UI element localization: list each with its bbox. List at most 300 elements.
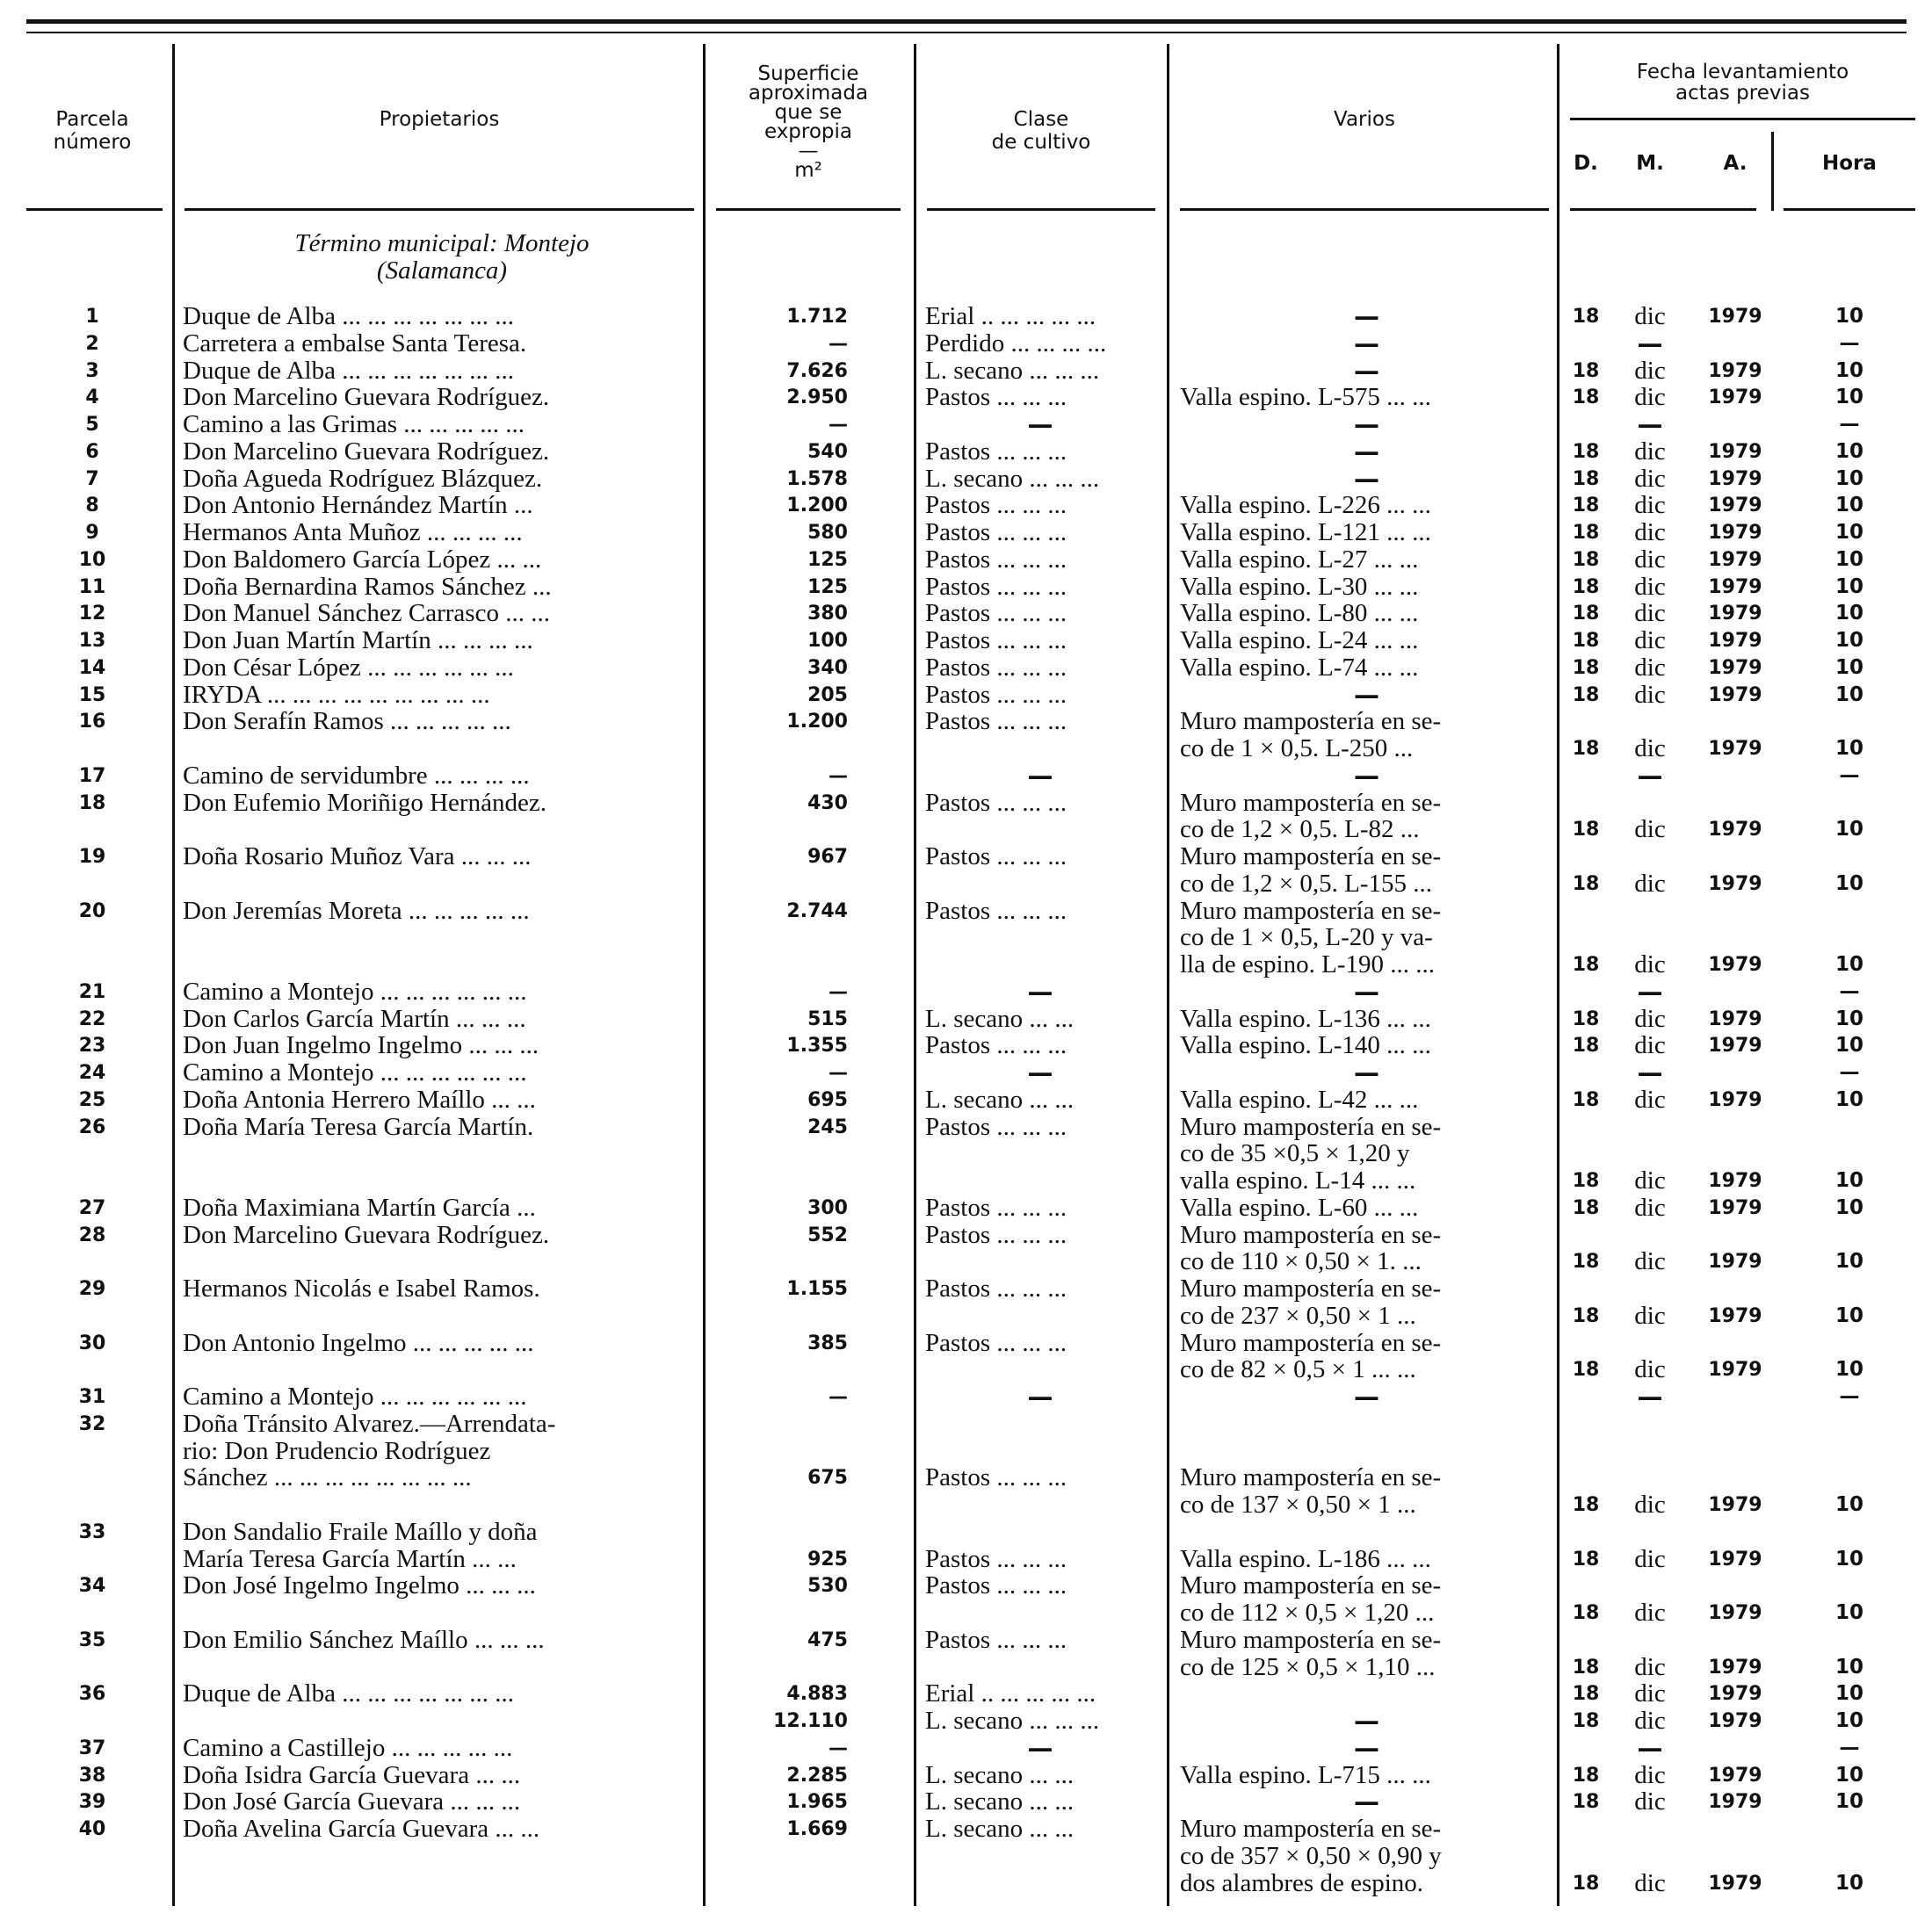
surface-area: 300 xyxy=(807,1196,848,1219)
surface-area: 475 xyxy=(807,1628,848,1651)
surface-area: 205 xyxy=(807,683,848,706)
date-day: 18 xyxy=(1572,656,1600,679)
time-hour: 10 xyxy=(1834,1195,1863,1219)
crop-class: Pastos ... ... ... xyxy=(925,1464,1067,1492)
date-day: 18 xyxy=(1572,1251,1600,1274)
date-year: 1979 xyxy=(1708,1710,1762,1732)
owner-name: Don Jeremías Moreta ... ... ... ... ... xyxy=(183,897,530,925)
table-row xyxy=(0,1383,1932,1411)
date-day: 18 xyxy=(1572,1602,1600,1624)
header-parcela: Parcela número xyxy=(53,108,132,154)
parcel-number: 33 xyxy=(78,1520,106,1543)
parcel-number: 34 xyxy=(78,1575,106,1598)
fecha-rule xyxy=(1570,118,1915,120)
date-month: dic xyxy=(1634,1679,1666,1708)
header-clase: Clase de cultivo xyxy=(991,108,1091,154)
surface-area: 1.712 xyxy=(786,306,848,328)
surface-area: 7.626 xyxy=(786,359,848,382)
surface-area: 385 xyxy=(807,1332,848,1354)
time-hour: 10 xyxy=(1834,1007,1863,1030)
misc-notes: valla espino. L-14 ... ... xyxy=(1180,1167,1416,1195)
parcel-number: 10 xyxy=(78,548,106,571)
surface-area: 580 xyxy=(807,522,848,544)
owner-name: Don Juan Ingelmo Ingelmo ... ... ... xyxy=(183,1032,539,1060)
crop-class: Pastos ... ... ... xyxy=(925,1221,1067,1249)
date-month: dic xyxy=(1634,1247,1666,1276)
date-year: 1979 xyxy=(1708,386,1762,409)
surface-area: 540 xyxy=(807,440,848,463)
date-month: — xyxy=(1637,1382,1663,1412)
table-row xyxy=(0,574,1932,601)
table-row xyxy=(0,330,1932,357)
owner-name: Don Carlos García Martín ... ... ... xyxy=(183,1005,526,1033)
date-month: dic xyxy=(1634,1599,1666,1627)
table-row xyxy=(0,466,1932,493)
crop-class: Pastos ... ... ... xyxy=(925,492,1067,520)
date-day: 18 xyxy=(1572,1656,1600,1679)
surface-area: 675 xyxy=(807,1467,848,1490)
time-hour: 10 xyxy=(1834,602,1863,625)
date-month: — xyxy=(1637,976,1663,1007)
table-row xyxy=(0,627,1932,654)
header-a: A. xyxy=(1723,152,1747,175)
table-row xyxy=(0,1303,1932,1330)
table-row xyxy=(0,1464,1932,1491)
date-month: dic xyxy=(1634,1166,1666,1195)
parcel-number: 12 xyxy=(78,603,106,625)
parcel-number: 11 xyxy=(78,575,106,598)
parcel-number: 6 xyxy=(85,440,99,463)
parcel-number: 17 xyxy=(78,764,106,787)
crop-class: L. secano ... ... xyxy=(925,1086,1075,1114)
misc-notes: — xyxy=(1354,1734,1379,1762)
header-rule-6 xyxy=(1570,208,1756,211)
crop-class: Pastos ... ... ... xyxy=(925,519,1067,546)
misc-notes: — xyxy=(1354,762,1379,790)
time-hour: — xyxy=(1839,763,1860,787)
date-day: 18 xyxy=(1572,306,1600,328)
date-year: 1979 xyxy=(1708,575,1762,598)
table-row xyxy=(0,1114,1932,1141)
time-hour: — xyxy=(1839,979,1860,1003)
parcel-number: 1 xyxy=(85,306,99,328)
date-month: dic xyxy=(1634,815,1666,844)
parcel-number: 32 xyxy=(78,1412,106,1435)
owner-name: Doña Agueda Rodríguez Blázquez. xyxy=(183,465,543,493)
table-row xyxy=(0,519,1932,546)
misc-notes: co de 1,2 × 0,5. L-82 ... xyxy=(1180,816,1420,844)
time-hour: 10 xyxy=(1834,1547,1863,1571)
table-row xyxy=(0,1843,1932,1870)
header-rule-7 xyxy=(1784,208,1915,211)
date-day: 18 xyxy=(1572,522,1600,544)
top-rule-thin xyxy=(26,32,1907,33)
owner-name: Camino a Montejo ... ... ... ... ... ... xyxy=(183,1059,527,1087)
date-month: dic xyxy=(1634,1491,1666,1519)
table-row xyxy=(0,492,1932,519)
table-row xyxy=(0,735,1932,762)
misc-notes: co de 1 × 0,5, L-20 y va- xyxy=(1180,924,1433,952)
municipality-heading: Término municipal: Montejo (Salamanca) xyxy=(294,229,590,285)
crop-class: — xyxy=(1027,1734,1053,1762)
date-month: dic xyxy=(1634,491,1666,520)
surface-area: 340 xyxy=(807,656,848,679)
date-month: dic xyxy=(1634,437,1666,466)
date-day: 18 xyxy=(1572,1548,1600,1571)
parcel-number: 16 xyxy=(78,711,106,733)
table-row xyxy=(0,600,1932,627)
date-day: 18 xyxy=(1572,1035,1600,1058)
surface-area: 1.200 xyxy=(786,495,848,517)
table-row xyxy=(0,1411,1932,1438)
surface-area: 380 xyxy=(807,603,848,625)
date-month: dic xyxy=(1634,518,1666,546)
table-row xyxy=(0,1680,1932,1708)
misc-notes: Valla espino. L-121 ... ... xyxy=(1180,519,1431,546)
date-year: 1979 xyxy=(1708,1602,1762,1624)
parcel-number: 14 xyxy=(78,656,106,679)
crop-class: Pastos ... ... ... xyxy=(925,1275,1067,1303)
date-day: 18 xyxy=(1572,603,1600,625)
surface-area: 245 xyxy=(807,1116,848,1138)
misc-notes: — xyxy=(1354,1383,1379,1411)
date-month: dic xyxy=(1634,1544,1666,1573)
time-hour: 10 xyxy=(1834,466,1863,490)
surface-area: 967 xyxy=(807,846,848,868)
date-day: 18 xyxy=(1572,1359,1600,1382)
surface-area: 125 xyxy=(807,575,848,598)
surface-area: 2.950 xyxy=(786,386,848,409)
crop-class: L. secano ... ... xyxy=(925,1005,1075,1033)
owner-name: Doña Rosario Muñoz Vara ... ... ... xyxy=(183,843,532,870)
owner-name: Duque de Alba ... ... ... ... ... ... ... xyxy=(183,303,514,330)
crop-class: L. secano ... ... ... xyxy=(925,1708,1100,1735)
header-rule-5 xyxy=(1180,208,1549,211)
time-hour: 10 xyxy=(1834,494,1863,517)
date-day: 18 xyxy=(1572,1764,1600,1787)
owner-name: Doña Avelina García Guevara ... ... xyxy=(183,1816,540,1843)
date-month: dic xyxy=(1634,545,1666,574)
date-year: 1979 xyxy=(1708,1007,1762,1030)
crop-class: Pastos ... ... ... xyxy=(925,1572,1067,1600)
time-hour: 10 xyxy=(1834,1601,1863,1624)
parcel-number: 13 xyxy=(78,630,106,652)
date-day: 18 xyxy=(1572,819,1600,841)
misc-notes: Muro mampostería en se- xyxy=(1180,1816,1442,1843)
date-year: 1979 xyxy=(1708,738,1762,760)
misc-notes: Valla espino. L-136 ... ... xyxy=(1180,1005,1431,1033)
table-row xyxy=(0,1870,1932,1897)
date-month: dic xyxy=(1634,653,1666,682)
misc-notes: Muro mampostería en se- xyxy=(1180,789,1442,817)
time-hour: 10 xyxy=(1834,629,1863,652)
misc-notes: Valla espino. L-575 ... ... xyxy=(1180,384,1431,412)
crop-class: Pastos ... ... ... xyxy=(925,573,1067,601)
table-row xyxy=(0,654,1932,682)
crop-class: L. secano ... ... xyxy=(925,1761,1075,1789)
crop-class: — xyxy=(1027,762,1053,790)
owner-name: Sánchez ... ... ... ... ... ... ... ... xyxy=(183,1464,472,1492)
misc-notes: Valla espino. L-140 ... ... xyxy=(1180,1032,1431,1060)
parcel-number: 2 xyxy=(85,332,99,355)
crop-class: Pastos ... ... ... xyxy=(925,708,1067,736)
owner-name: Don Antonio Hernández Martín ... xyxy=(183,492,533,520)
table-row xyxy=(0,1654,1932,1681)
table-row xyxy=(0,1248,1932,1275)
time-hour: 10 xyxy=(1834,1655,1863,1679)
owner-name: Camino a Castillejo ... ... ... ... ... xyxy=(183,1734,513,1762)
time-hour: 10 xyxy=(1834,953,1863,976)
time-hour: 10 xyxy=(1834,1358,1863,1382)
surface-area: — xyxy=(829,1062,848,1084)
table-row xyxy=(0,1059,1932,1087)
misc-notes: — xyxy=(1354,978,1379,1006)
time-hour: 10 xyxy=(1834,682,1863,706)
header-rule-1 xyxy=(26,208,163,211)
parcel-number: 22 xyxy=(78,1007,106,1030)
misc-notes: Valla espino. L-60 ... ... xyxy=(1180,1194,1419,1222)
table-row xyxy=(0,1222,1932,1249)
date-day: 18 xyxy=(1572,359,1600,382)
time-hour: 10 xyxy=(1834,871,1863,895)
time-hour: 10 xyxy=(1834,574,1863,598)
surface-area: 1.578 xyxy=(786,467,848,490)
table-row xyxy=(0,546,1932,574)
parcel-number: 28 xyxy=(78,1224,106,1246)
table-row xyxy=(0,1330,1932,1357)
date-month: dic xyxy=(1634,1031,1666,1060)
time-hour: — xyxy=(1839,1385,1860,1408)
table-row xyxy=(0,384,1932,411)
time-hour: — xyxy=(1839,331,1860,355)
date-day: 18 xyxy=(1572,1196,1600,1219)
owner-name: Don Marcelino Guevara Rodríguez. xyxy=(183,1221,550,1249)
owner-name: Don Sandalio Fraile Maíllo y doña xyxy=(183,1518,538,1546)
misc-notes: Valla espino. L-74 ... ... xyxy=(1180,653,1419,682)
table-row xyxy=(0,1140,1932,1167)
crop-class: — xyxy=(1027,978,1053,1006)
surface-area: 12.110 xyxy=(773,1710,848,1732)
crop-class: Erial .. ... ... ... ... xyxy=(925,303,1096,330)
owner-name: Duque de Alba ... ... ... ... ... ... ... xyxy=(183,1680,514,1708)
date-year: 1979 xyxy=(1708,656,1762,679)
date-year: 1979 xyxy=(1708,819,1762,841)
surface-area: 1.155 xyxy=(786,1278,848,1300)
surface-area: 695 xyxy=(807,1088,848,1111)
crop-class: L. secano ... ... ... xyxy=(925,357,1100,385)
time-hour: 10 xyxy=(1834,737,1863,760)
date-year: 1979 xyxy=(1708,1683,1762,1706)
date-month: dic xyxy=(1634,626,1666,654)
surface-area: 1.965 xyxy=(786,1791,848,1814)
parcel-number: 9 xyxy=(85,522,99,544)
table-row xyxy=(0,1708,1932,1735)
table-row xyxy=(0,303,1932,330)
header-hora: Hora xyxy=(1822,152,1877,175)
date-month: dic xyxy=(1634,1301,1666,1330)
crop-class: Pastos ... ... ... xyxy=(925,1329,1067,1357)
date-month: dic xyxy=(1634,356,1666,385)
table-row xyxy=(0,1519,1932,1546)
date-month: dic xyxy=(1634,1760,1666,1789)
date-month: — xyxy=(1637,1058,1663,1087)
date-day: 18 xyxy=(1572,1007,1600,1030)
crop-class: Erial .. ... ... ... ... xyxy=(925,1680,1096,1708)
surface-area: 1.669 xyxy=(786,1818,848,1840)
misc-notes: — xyxy=(1354,681,1379,709)
table-row xyxy=(0,762,1932,790)
parcel-number: 21 xyxy=(78,980,106,1003)
header-d: D. xyxy=(1574,152,1598,175)
table-row xyxy=(0,1195,1932,1222)
date-day: 18 xyxy=(1572,1304,1600,1327)
parcel-number: 20 xyxy=(78,899,106,922)
date-month: — xyxy=(1637,760,1663,791)
crop-class: Perdido ... ... ... ... xyxy=(925,329,1107,357)
table-row xyxy=(0,357,1932,385)
table-row xyxy=(0,1762,1932,1789)
time-hour: 10 xyxy=(1834,1790,1863,1814)
parcel-number: 39 xyxy=(78,1791,106,1814)
misc-notes: Muro mampostería en se- xyxy=(1180,1221,1442,1249)
date-year: 1979 xyxy=(1708,1872,1762,1895)
date-year: 1979 xyxy=(1708,467,1762,490)
owner-name: Don Eufemio Moriñigo Hernández. xyxy=(183,789,546,817)
crop-class: Pastos ... ... ... xyxy=(925,437,1067,466)
date-day: 18 xyxy=(1572,495,1600,517)
misc-notes: — xyxy=(1354,1708,1379,1735)
date-year: 1979 xyxy=(1708,1088,1762,1111)
misc-notes: — xyxy=(1354,411,1379,438)
header-propietarios: Propietarios xyxy=(379,108,500,131)
parcel-number: 18 xyxy=(78,791,106,814)
date-month: dic xyxy=(1634,599,1666,628)
misc-notes: — xyxy=(1354,329,1379,357)
date-year: 1979 xyxy=(1708,359,1762,382)
owner-name: Carretera a embalse Santa Teresa. xyxy=(183,329,527,357)
parcel-number: 23 xyxy=(78,1035,106,1058)
time-hour: 10 xyxy=(1834,1250,1863,1274)
surface-area: 430 xyxy=(807,791,848,814)
owner-name: Doña María Teresa García Martín. xyxy=(183,1113,534,1141)
parcel-number: 36 xyxy=(78,1683,106,1706)
crop-class: Pastos ... ... ... xyxy=(925,681,1067,709)
parcel-number: 27 xyxy=(78,1196,106,1219)
surface-area: 552 xyxy=(807,1224,848,1246)
owner-name: Doña Maximiana Martín García ... xyxy=(183,1194,536,1222)
date-year: 1979 xyxy=(1708,630,1762,652)
date-year: 1979 xyxy=(1708,1764,1762,1787)
owner-name: Doña Tránsito Alvarez.—Arrendata- xyxy=(183,1410,556,1438)
time-hour: — xyxy=(1839,413,1860,436)
crop-class: Pastos ... ... ... xyxy=(925,789,1067,817)
misc-notes: — xyxy=(1354,1788,1379,1816)
date-year: 1979 xyxy=(1708,1035,1762,1058)
owner-name: Don Juan Martín Martín ... ... ... ... xyxy=(183,627,533,654)
surface-area: 100 xyxy=(807,630,848,652)
misc-notes: co de 1 × 0,5. L-250 ... xyxy=(1180,735,1414,762)
time-hour: 10 xyxy=(1834,1763,1863,1787)
date-month: dic xyxy=(1634,1004,1666,1033)
date-day: 18 xyxy=(1572,1683,1600,1706)
parcel-number: 8 xyxy=(85,495,99,517)
crop-class: Pastos ... ... ... xyxy=(925,1032,1067,1060)
date-year: 1979 xyxy=(1708,306,1762,328)
date-year: 1979 xyxy=(1708,1196,1762,1219)
crop-class: — xyxy=(1027,411,1053,438)
owner-name: Camino a las Grimas ... ... ... ... ... xyxy=(183,411,525,438)
date-day: 18 xyxy=(1572,548,1600,571)
table-row xyxy=(0,1732,1932,1763)
date-month: dic xyxy=(1634,869,1666,898)
date-day: 18 xyxy=(1572,1088,1600,1111)
owner-name: rio: Don Prudencio Rodríguez xyxy=(183,1437,491,1465)
date-day: 18 xyxy=(1572,440,1600,463)
misc-notes: Muro mampostería en se- xyxy=(1180,843,1442,870)
misc-notes: co de 357 × 0,50 × 0,90 y xyxy=(1180,1842,1442,1870)
date-month: dic xyxy=(1634,1652,1666,1681)
header-rule-3 xyxy=(716,208,901,211)
owner-name: Hermanos Nicolás e Isabel Ramos. xyxy=(183,1275,540,1303)
owner-name: Don Marcelino Guevara Rodríguez. xyxy=(183,384,550,412)
surface-area: 1.200 xyxy=(786,711,848,733)
parcel-number: 4 xyxy=(85,386,99,409)
time-hour: 10 xyxy=(1834,1303,1863,1327)
surface-area: — xyxy=(829,332,848,355)
table-row xyxy=(0,790,1932,817)
misc-notes: — xyxy=(1354,303,1379,330)
misc-notes: Valla espino. L-715 ... ... xyxy=(1180,1761,1431,1789)
date-year: 1979 xyxy=(1708,522,1762,544)
date-day: 18 xyxy=(1572,467,1600,490)
owner-name: Doña Bernardina Ramos Sánchez ... xyxy=(183,573,552,601)
time-hour: 10 xyxy=(1834,439,1863,463)
crop-class: — xyxy=(1027,1383,1053,1411)
date-year: 1979 xyxy=(1708,1304,1762,1327)
table-row xyxy=(0,816,1932,843)
misc-notes: Valla espino. L-80 ... ... xyxy=(1180,600,1419,628)
date-year: 1979 xyxy=(1708,440,1762,463)
table-row xyxy=(0,843,1932,870)
misc-notes: lla de espino. L-190 ... ... xyxy=(1180,951,1435,978)
table-row xyxy=(0,682,1932,709)
misc-notes: Valla espino. L-27 ... ... xyxy=(1180,545,1419,574)
parcel-number: 37 xyxy=(78,1737,106,1759)
table-row xyxy=(0,870,1932,898)
header-rule-2 xyxy=(185,208,694,211)
col-rule-6 xyxy=(1771,132,1774,211)
table-row xyxy=(0,1087,1932,1114)
table-row xyxy=(0,1546,1932,1573)
crop-class: Pastos ... ... ... xyxy=(925,1626,1067,1654)
time-hour: 10 xyxy=(1834,1169,1863,1192)
misc-notes: dos alambres de espino. xyxy=(1180,1869,1424,1897)
parcel-number: 3 xyxy=(85,359,99,382)
crop-class: L. secano ... ... xyxy=(925,1788,1075,1816)
parcel-number: 38 xyxy=(78,1764,106,1787)
time-hour: 10 xyxy=(1834,818,1863,841)
table-row xyxy=(0,438,1932,466)
surface-area: — xyxy=(829,414,848,436)
date-day: 18 xyxy=(1572,1494,1600,1516)
header-varios: Varios xyxy=(1334,108,1395,131)
owner-name: Doña Isidra García Guevara ... ... xyxy=(183,1761,521,1789)
header-superficie: Superficie aproximada que se expropia — m² xyxy=(748,62,869,182)
owner-name: María Teresa García Martín ... ... xyxy=(183,1545,517,1573)
table-row xyxy=(0,708,1932,735)
crop-class: — xyxy=(1027,1059,1053,1087)
crop-class: Pastos ... ... ... xyxy=(925,384,1067,412)
